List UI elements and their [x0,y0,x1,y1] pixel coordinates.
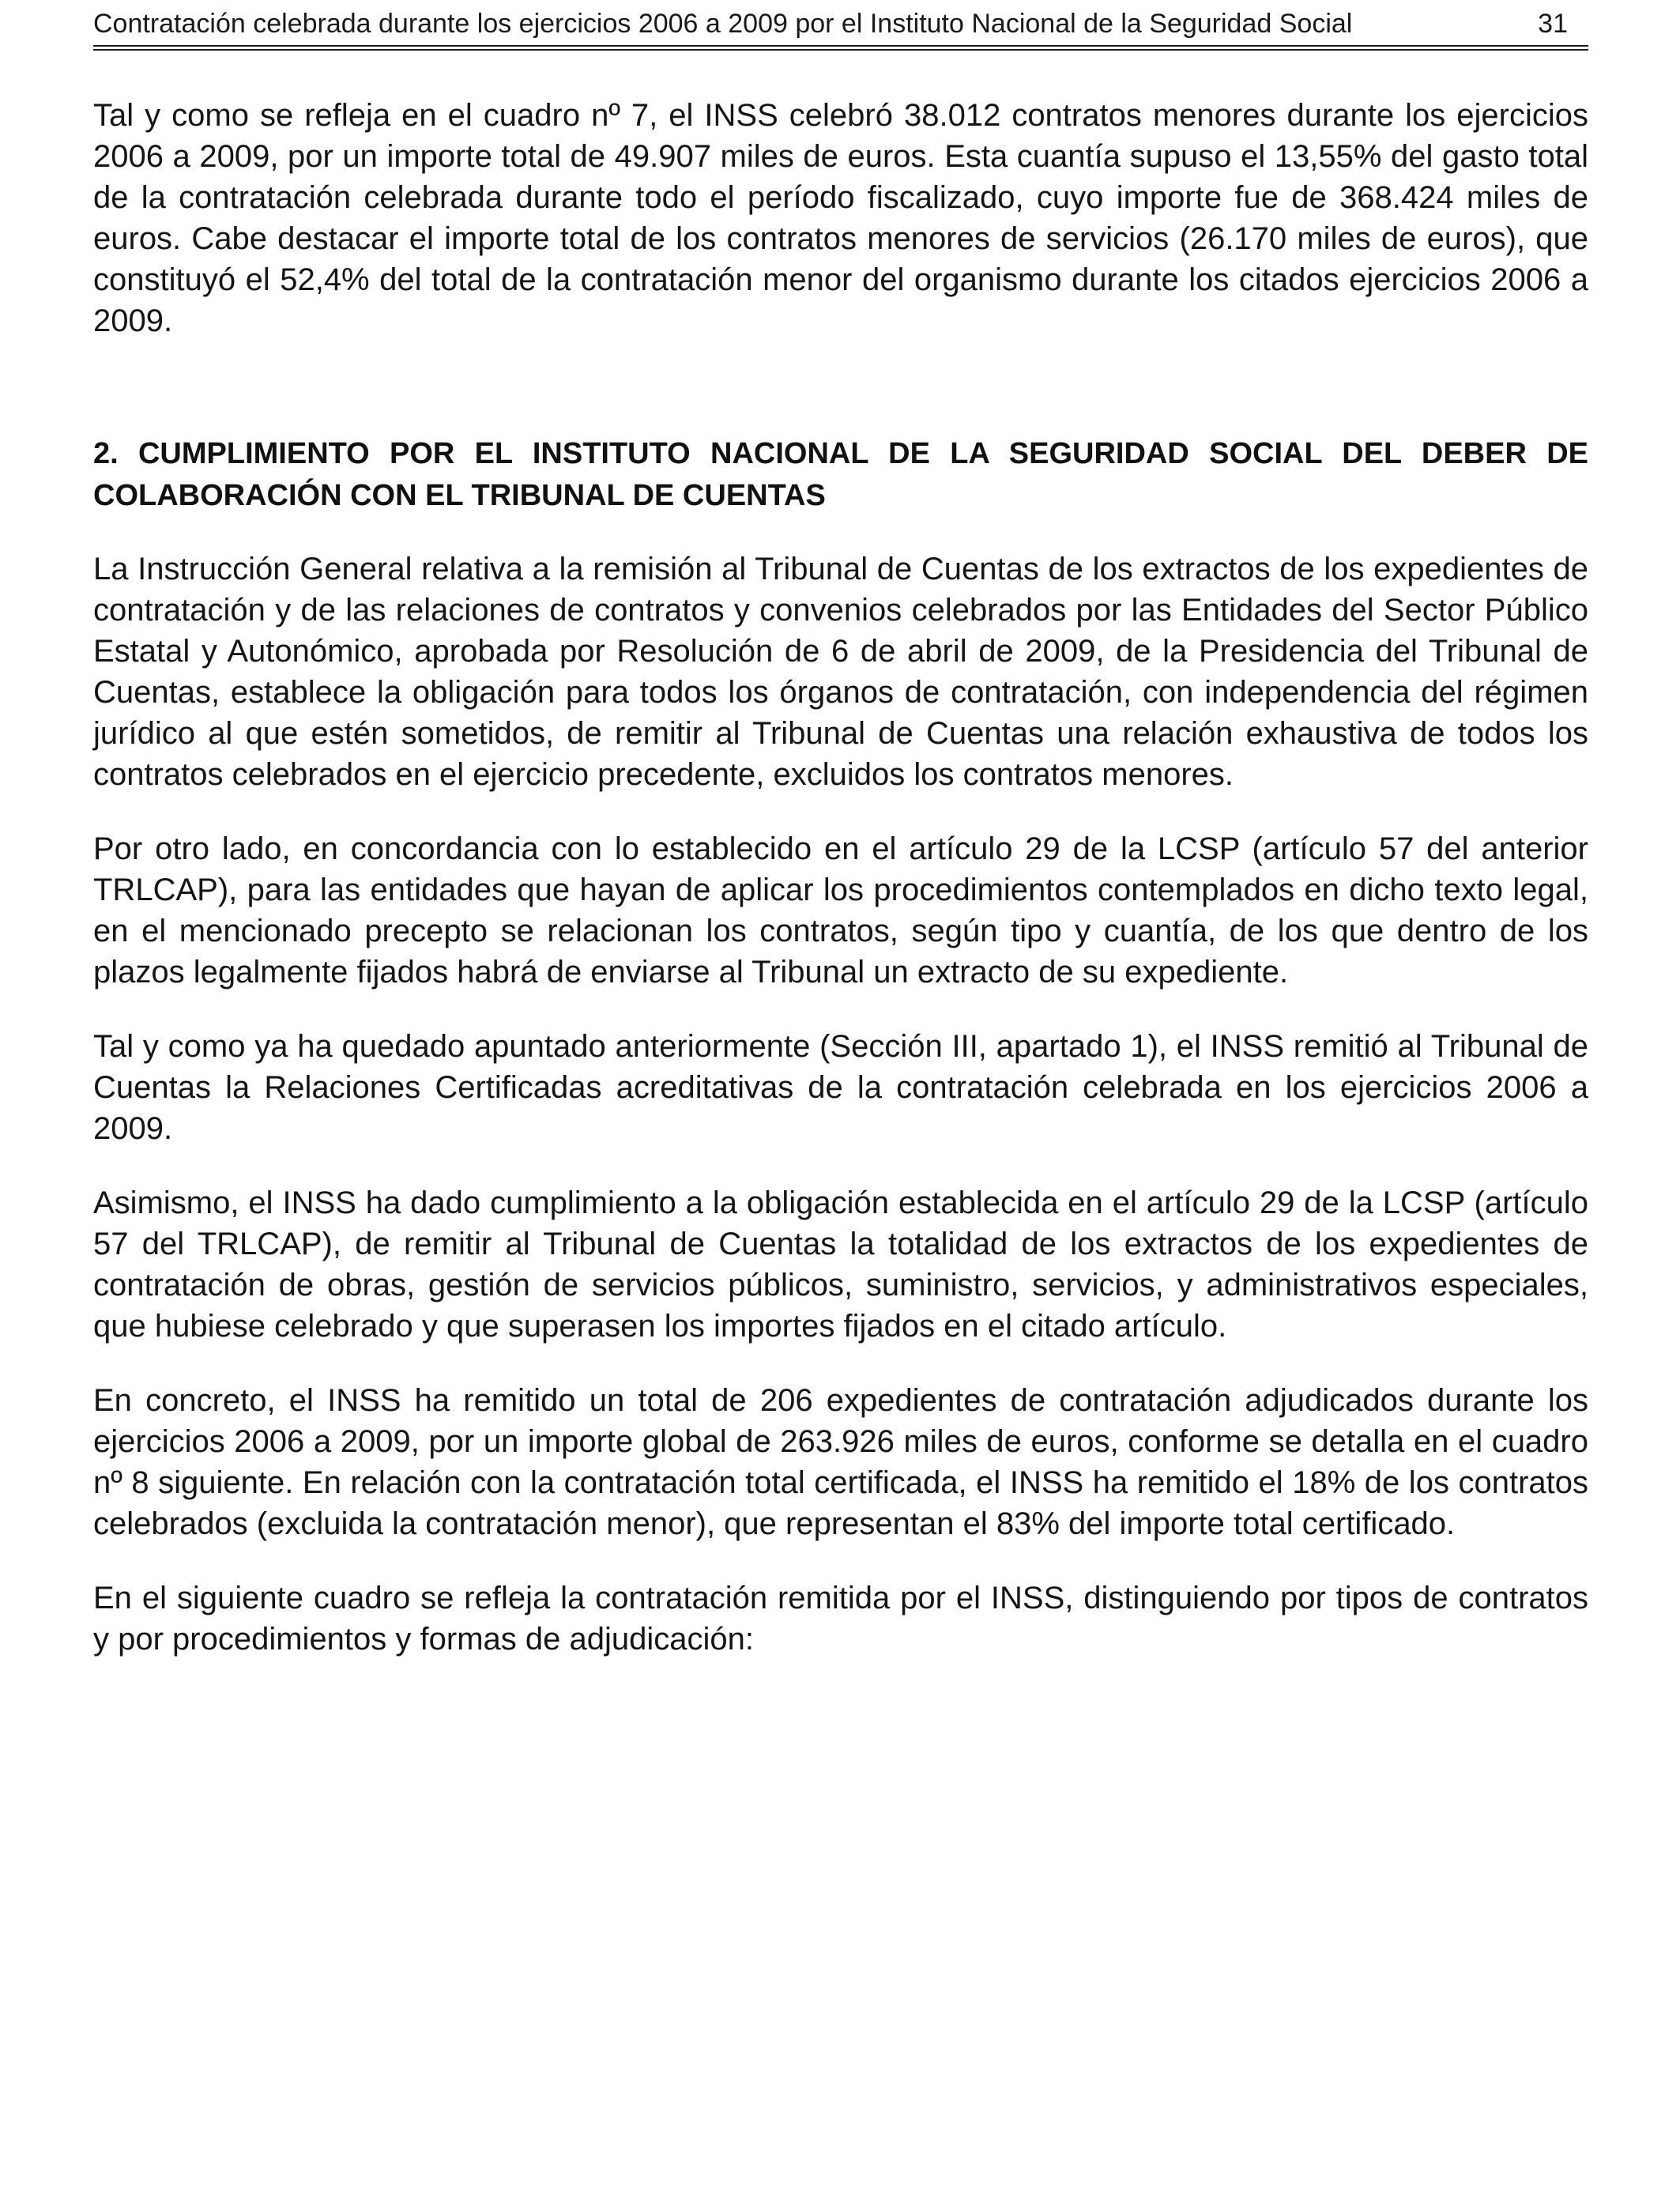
paragraph-articulo-29-lcsp: Por otro lado, en concordancia con lo establecido en el artículo 29 de la LCSP (artículo 57 del anterior TRLCAP), para las entidades que hayan de aplicar los procedimientos contemplados en dicho texto legal, en el mencionado precepto se relacionan los contratos, según tipo y cuantía, de los que dentro de los plazos legalmente fijados habrá de enviarse al Tribunal un extracto de su expediente. [93,831,1588,990]
running-header-title: Contratación celebrada durante los ejercicios 2006 a 2009 por el Instituto Nacional de la Seguridad Social [93,9,1353,39]
section-heading: 2. CUMPLIMIENTO POR EL INSTITUTO NACIONAL DE LA SEGURIDAD SOCIAL DEL DEBER DE COLABORACIÓN CON EL TRIBUNAL DE CUENTAS [93,437,1588,512]
paragraph-instruccion-general: La Instrucción General relativa a la remisión al Tribunal de Cuentas de los extractos de los expedientes de contratación y de las relaciones de contratos y convenios celebrados por las Entidades del Sector Público Estatal y Autonómico, aprobada por Resolución de 6 de abril de 2009, de la Presidencia del Tribunal de Cuentas, establece la obligación para todos los órganos de contratación, con independencia del régimen jurídico al que estén sometidos, de remitir al Tribunal de Cuentas una relación exhaustiva de todos los contratos celebrados en el ejercicio precedente, excluidos los contratos menores. [93,552,1588,792]
page-body [93,95,1588,1660]
paragraph-cuadro-siguiente: En el siguiente cuadro se refleja la contratación remitida por el INSS, distinguiendo por tipos de contratos y por procedimientos y formas de adjudicación: [93,1581,1588,1657]
header-divider-rule [93,45,1588,51]
page-number: 31 [1538,9,1568,39]
paragraph-relaciones-certificadas: Tal y como ya ha quedado apuntado anteriormente (Sección III, apartado 1), el INSS remitió al Tribunal de Cuentas la Relaciones Certificadas acreditativas de la contratación celebrada en los ejercicios 2006 a 2009. [93,1029,1588,1146]
paragraph-expedientes-remitidos: En concreto, el INSS ha remitido un total de 206 expedientes de contratación adjudicados durante los ejercicios 2006 a 2009, por un importe global de 263.926 miles de euros, conforme se detalla en el cuadro nº 8 siguiente. En relación con la contratación total certificada, el INSS ha remitido el 18% de los contratos celebrados (excluida la contratación menor), que representan el 83% del importe total certificado. [93,1383,1588,1541]
page-header [93,8,1588,40]
paragraph-intro: Tal y como se refleja en el cuadro nº 7, el INSS celebró 38.012 contratos menores durante los ejercicios 2006 a 2009, por un importe total de 49.907 miles de euros. Esta cuantía supuso el 13,55% del gasto total de la contratación celebrada durante todo el período fiscalizado, cuyo importe fue de 368.424 miles de euros. Cabe destacar el importe total de los contratos menores de servicios (26.170 miles de euros), que constituyó el 52,4% del total de la contratación menor del organismo durante los citados ejercicios 2006 a 2009. [93,98,1588,338]
paragraph-cumplimiento-obligacion: Asimismo, el INSS ha dado cumplimiento a la obligación establecida en el artículo 29 de la LCSP (artículo 57 del TRLCAP), de remitir al Tribunal de Cuentas la totalidad de los extractos de los expedientes de contratación de obras, gestión de servicios públicos, suministro, servicios, y administrativos especiales, que hubiese celebrado y que superasen los importes fijados en el citado artículo. [93,1186,1588,1344]
